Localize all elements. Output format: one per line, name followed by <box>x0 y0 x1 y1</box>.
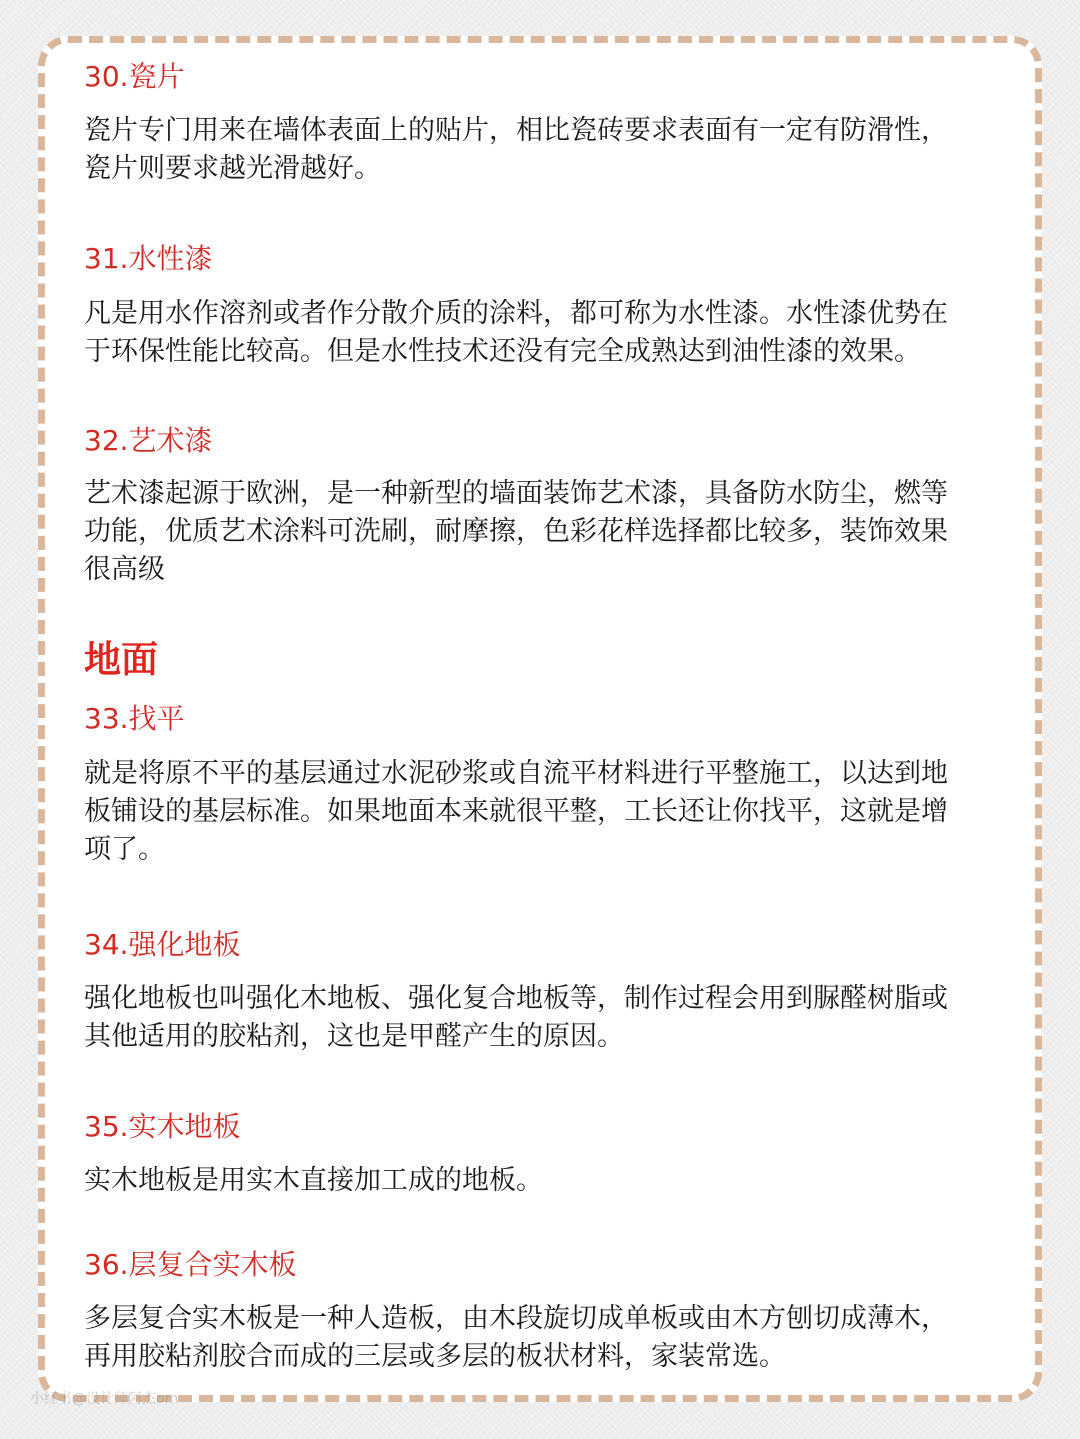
item-title-32: 32.艺术漆 <box>84 424 213 457</box>
item-body-line: 其他适用的胶粘剂，这也是甲醛产生的原因。 <box>84 1021 624 1052</box>
item-body-36 <box>84 1300 948 1376</box>
watermark: 小红书@设计师阿杰om <box>30 1391 179 1407</box>
item-title-34: 34.强化地板 <box>84 928 241 961</box>
item-title-36: 36.层复合实木板 <box>84 1248 297 1281</box>
item-body-32 <box>84 475 948 589</box>
item-title-35: 35.实木地板 <box>84 1110 241 1143</box>
item-body-line: 多层复合实木板是一种人造板，由木段旋切成单板或由木方刨切成薄木， <box>84 1303 948 1334</box>
item-body-line: 强化地板也叫强化木地板、强化复合地板等，制作过程会用到脲醛树脂或 <box>84 983 948 1014</box>
item-body-line: 艺术漆起源于欧洲，是一种新型的墙面装饰艺术漆，具备防水防尘，燃等 <box>84 478 948 509</box>
item-body-line: 功能，优质艺术涂料可洗刷，耐摩擦，色彩花样选择都比较多，装饰效果 <box>84 516 948 547</box>
item-body-35 <box>84 1162 543 1200</box>
item-body-line: 凡是用水作溶剂或者作分散介质的涂料，都可称为水性漆。水性漆优势在 <box>84 298 948 329</box>
item-body-line: 于环保性能比较高。但是水性技术还没有完全成熟达到油性漆的效果。 <box>84 336 921 367</box>
item-title-31: 31.水性漆 <box>84 242 213 275</box>
item-body-line: 再用胶粘剂胶合而成的三层或多层的板状材料，家装常选。 <box>84 1341 786 1372</box>
item-body-line: 瓷片则要求越光滑越好。 <box>84 153 381 184</box>
item-title-30: 30.瓷片 <box>84 60 185 93</box>
item-body-31 <box>84 295 948 371</box>
section-heading: 地面 <box>84 638 158 681</box>
item-body-33 <box>84 755 948 869</box>
item-body-line: 瓷片专门用来在墙体表面上的贴片，相比瓷砖要求表面有一定有防滑性， <box>84 115 948 146</box>
item-body-line: 实木地板是用实木直接加工成的地板。 <box>84 1165 543 1196</box>
item-body-line: 就是将原不平的基层通过水泥砂浆或自流平材料进行平整施工，以达到地 <box>84 758 948 789</box>
item-body-line: 项了。 <box>84 834 165 865</box>
item-body-line: 很高级 <box>84 554 165 585</box>
item-body-line: 板铺设的基层标准。如果地面本来就很平整，工长还让你找平，这就是增 <box>84 796 948 827</box>
item-body-34 <box>84 980 948 1056</box>
item-body-30 <box>84 112 948 188</box>
item-title-33: 33.找平 <box>84 702 185 735</box>
